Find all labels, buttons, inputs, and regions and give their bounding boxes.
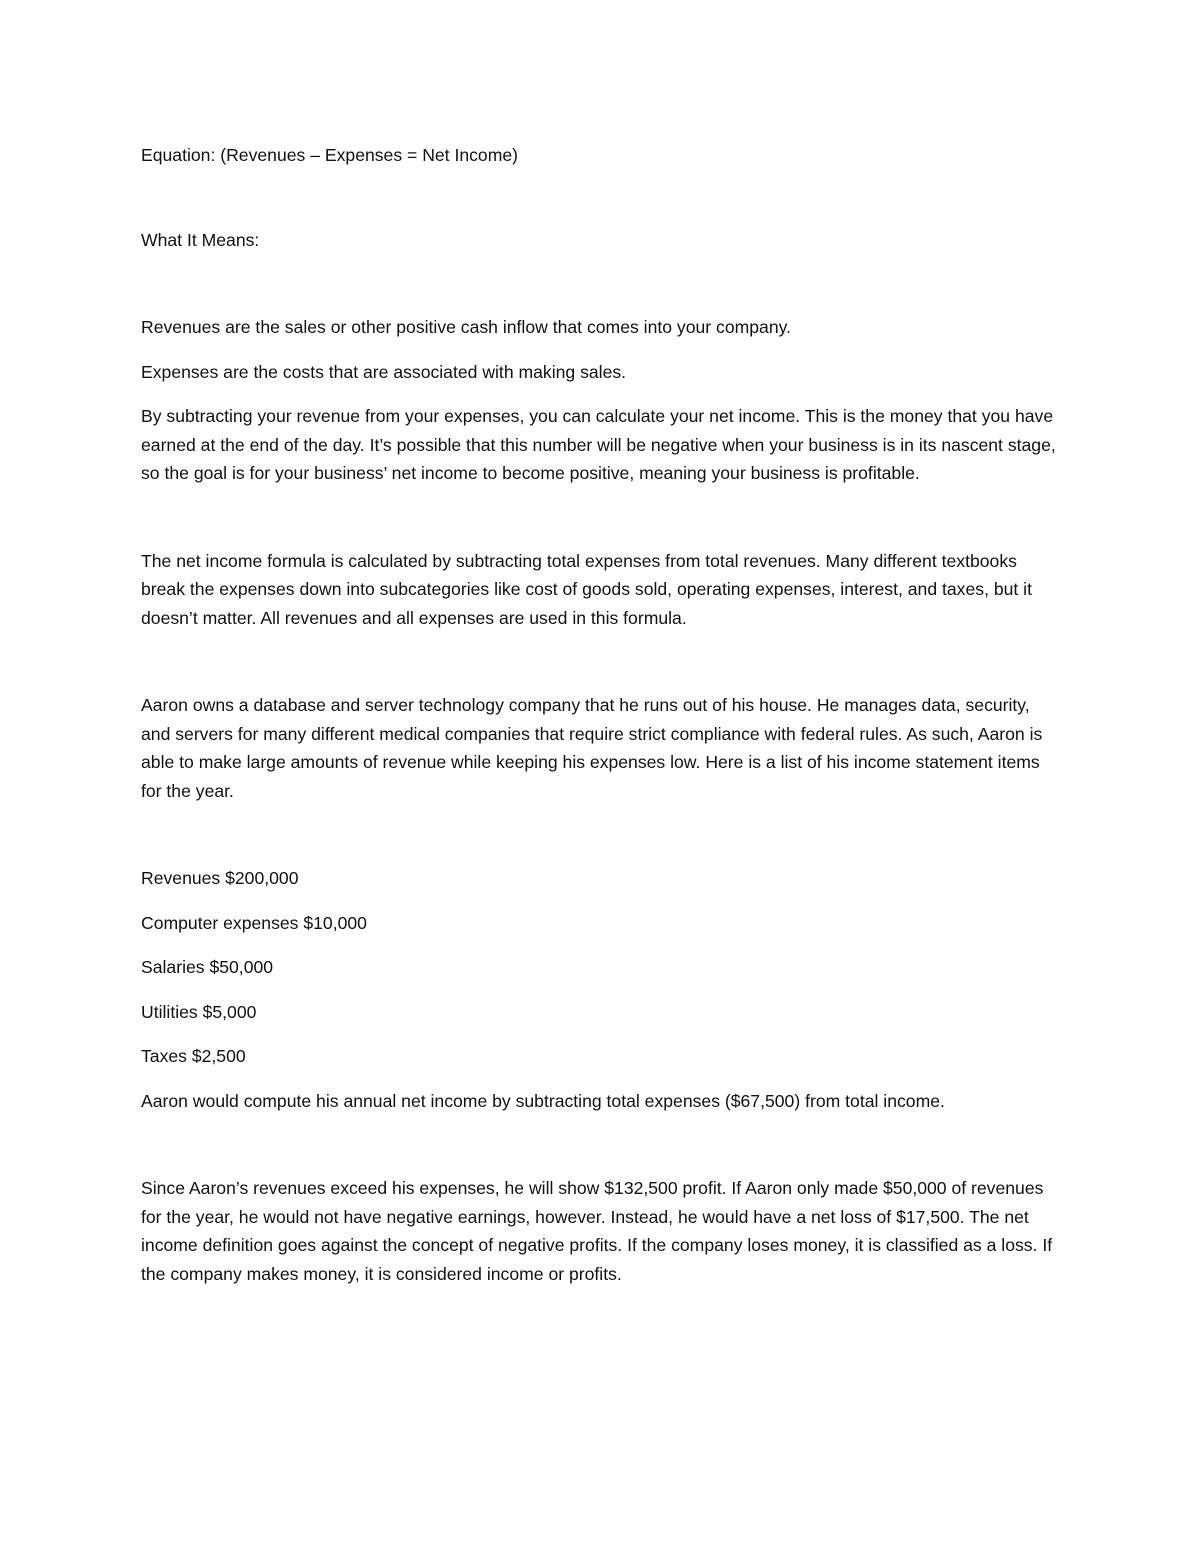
revenues-definition: Revenues are the sales or other positive cash inflow that comes into your company.	[141, 317, 791, 337]
conclusion-paragraph: Since Aaron’s revenues exceed his expenses, he will show $132,500 profit. If Aaron only made $50,000 of revenues for the year, he would not have negative earnings, however. Instead, he would have a net loss of $17,500. The net income definition goes against the concept of negative profits. If the company loses money, it is classified as a loss. If the company makes money, it is considered income or profits.	[141, 1178, 1053, 1284]
income-item-taxes: Taxes $2,500	[141, 1046, 246, 1066]
equation-line: Equation: (Revenues – Expenses = Net Income)	[141, 145, 519, 165]
income-item-revenues: Revenues $200,000	[141, 868, 299, 888]
income-item-salaries: Salaries $50,000	[141, 957, 274, 977]
document-body	[141, 141, 1061, 1288]
formula-paragraph: The net income formula is calculated by subtracting total expenses from total revenues. Many different textbooks break the expenses down into subcategories like cost of goods sold, operating expenses, interest, and taxes, but it doesn’t matter. All revenues and all expenses are used in this formula.	[141, 550, 1032, 628]
income-item-computer-expenses: Computer expenses $10,000	[141, 912, 367, 933]
example-intro-paragraph: Aaron owns a database and server technology company that he runs out of his house. He manages data, security, and servers for many different medical companies that require strict compliance with federal rules. As such, Aaron is able to make large amounts of revenue while keeping his expenses low. Here is a list of his income statement items for the year.	[141, 695, 1043, 801]
expenses-definition: Expenses are the costs that are associated with making sales.	[141, 361, 627, 382]
compute-sentence: Aaron would compute his annual net income by subtracting total expenses ($67,500) from total income.	[141, 1090, 945, 1111]
what-it-means-heading: What It Means:	[141, 229, 260, 250]
net-income-explanation: By subtracting your revenue from your expenses, you can calculate your net income. This is the money that you have earned at the end of the day. It’s possible that this number will be negative when your business is in its nascent stage, so the goal is for your business’ net income to become positive, meaning your business is profitable.	[141, 406, 1056, 483]
income-item-utilities: Utilities $5,000	[141, 1001, 257, 1022]
